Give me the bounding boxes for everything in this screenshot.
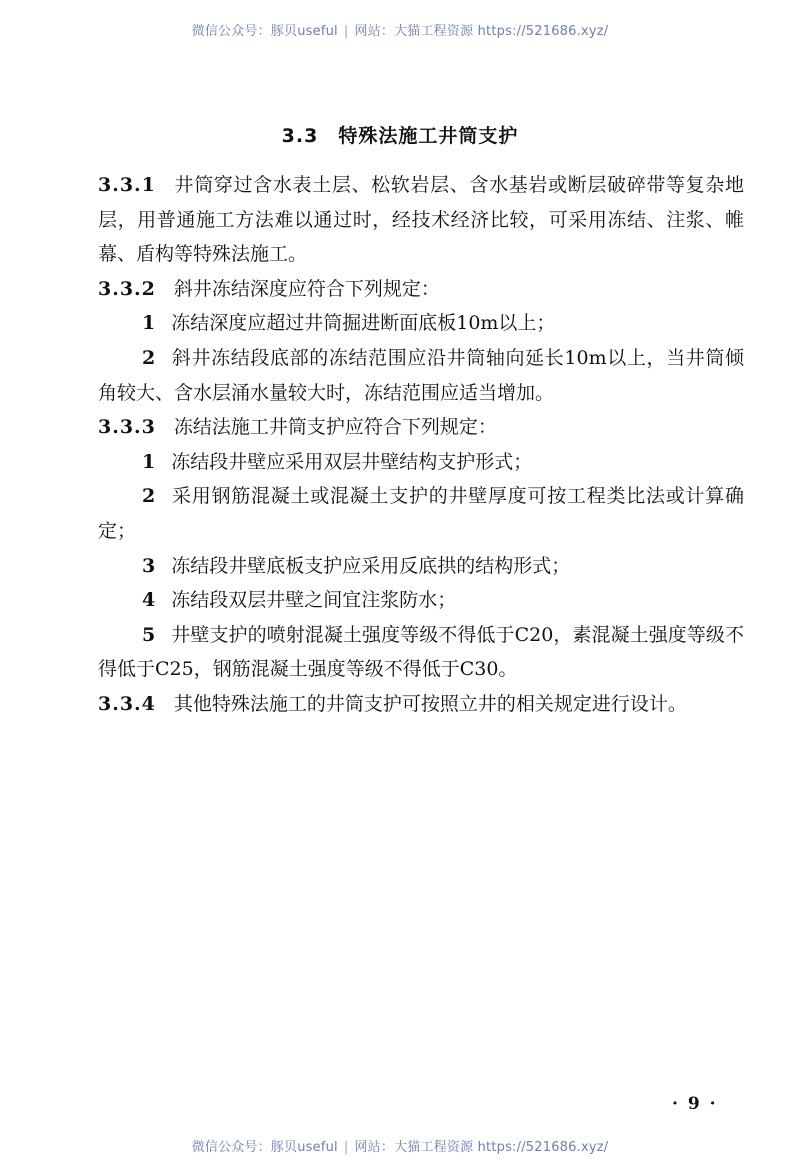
item-number: 2	[142, 346, 156, 369]
section-title: 特殊法施工井筒支护	[338, 125, 519, 147]
watermark-top	[0, 20, 800, 39]
item-text: 冻结段井壁应采用双层井壁结构支护形式；	[171, 450, 533, 473]
clause-3-3-1	[98, 168, 744, 272]
item-text: 冻结段双层井壁之间宜注浆防水；	[171, 589, 457, 612]
list-item	[98, 583, 744, 618]
clause-text: 冻结法施工井筒支护应符合下列规定：	[173, 416, 497, 439]
document-body	[98, 168, 744, 722]
list-item	[98, 479, 744, 548]
clause-text: 井筒穿过含水表土层、松软岩层、含水基岩或断层破碎带等复杂地层，用普通施工方法难以通过时，经技术经济比较，可采用冻结、注浆、帷幕、盾构等特殊法施工。	[98, 174, 744, 266]
list-item	[98, 549, 744, 584]
clause-number: 3.3.4	[98, 692, 156, 715]
watermark-wechat: 微信公众号：豚贝useful	[191, 24, 338, 39]
watermark-website: 网站：大猫工程资源 https://521686.xyz/	[354, 24, 609, 39]
section-heading	[0, 121, 800, 148]
watermark-bottom	[0, 1136, 800, 1155]
item-text: 采用钢筋混凝土或混凝土支护的井壁厚度可按工程类比法或计算确定；	[98, 485, 744, 542]
clause-3-3-3	[98, 410, 744, 445]
item-text: 斜井冻结段底部的冻结范围应沿井筒轴向延长10m以上，当井筒倾角较大、含水层涌水量较大时，冻结范围应适当增加。	[98, 346, 744, 404]
list-item	[98, 306, 744, 341]
item-number: 3	[142, 554, 156, 577]
clause-text: 其他特殊法施工的井筒支护可按照立井的相关规定进行设计。	[173, 692, 687, 715]
page-number: · 9 ·	[672, 1094, 718, 1114]
clause-3-3-2	[98, 272, 744, 307]
list-item	[98, 618, 744, 687]
item-text: 冻结深度应超过井筒掘进断面底板10m以上；	[171, 312, 556, 335]
item-number: 4	[142, 589, 156, 612]
item-number: 1	[142, 450, 156, 473]
clause-number: 3.3.3	[98, 416, 156, 439]
list-item	[98, 445, 744, 480]
clause-text: 斜井冻结深度应符合下列规定：	[173, 277, 440, 300]
item-number: 5	[142, 623, 156, 646]
watermark-separator: |	[343, 24, 349, 39]
section-number: 3.3	[281, 125, 319, 147]
clause-number: 3.3.2	[98, 277, 156, 300]
item-text: 井壁支护的喷射混凝土强度等级不得低于C20，素混凝土强度等级不得低于C25，钢筋混凝土强度等级不得低于C30。	[98, 623, 744, 681]
watermark-wechat: 微信公众号：豚贝useful	[191, 1140, 338, 1155]
watermark-separator: |	[343, 1140, 349, 1155]
watermark-website: 网站：大猫工程资源 https://521686.xyz/	[354, 1140, 609, 1155]
item-number: 1	[142, 312, 156, 335]
clause-number: 3.3.1	[98, 174, 156, 196]
list-item	[98, 341, 744, 410]
clause-3-3-4	[98, 687, 744, 722]
item-number: 2	[142, 485, 156, 508]
item-text: 冻结段井壁底板支护应采用反底拱的结构形式；	[171, 554, 571, 577]
